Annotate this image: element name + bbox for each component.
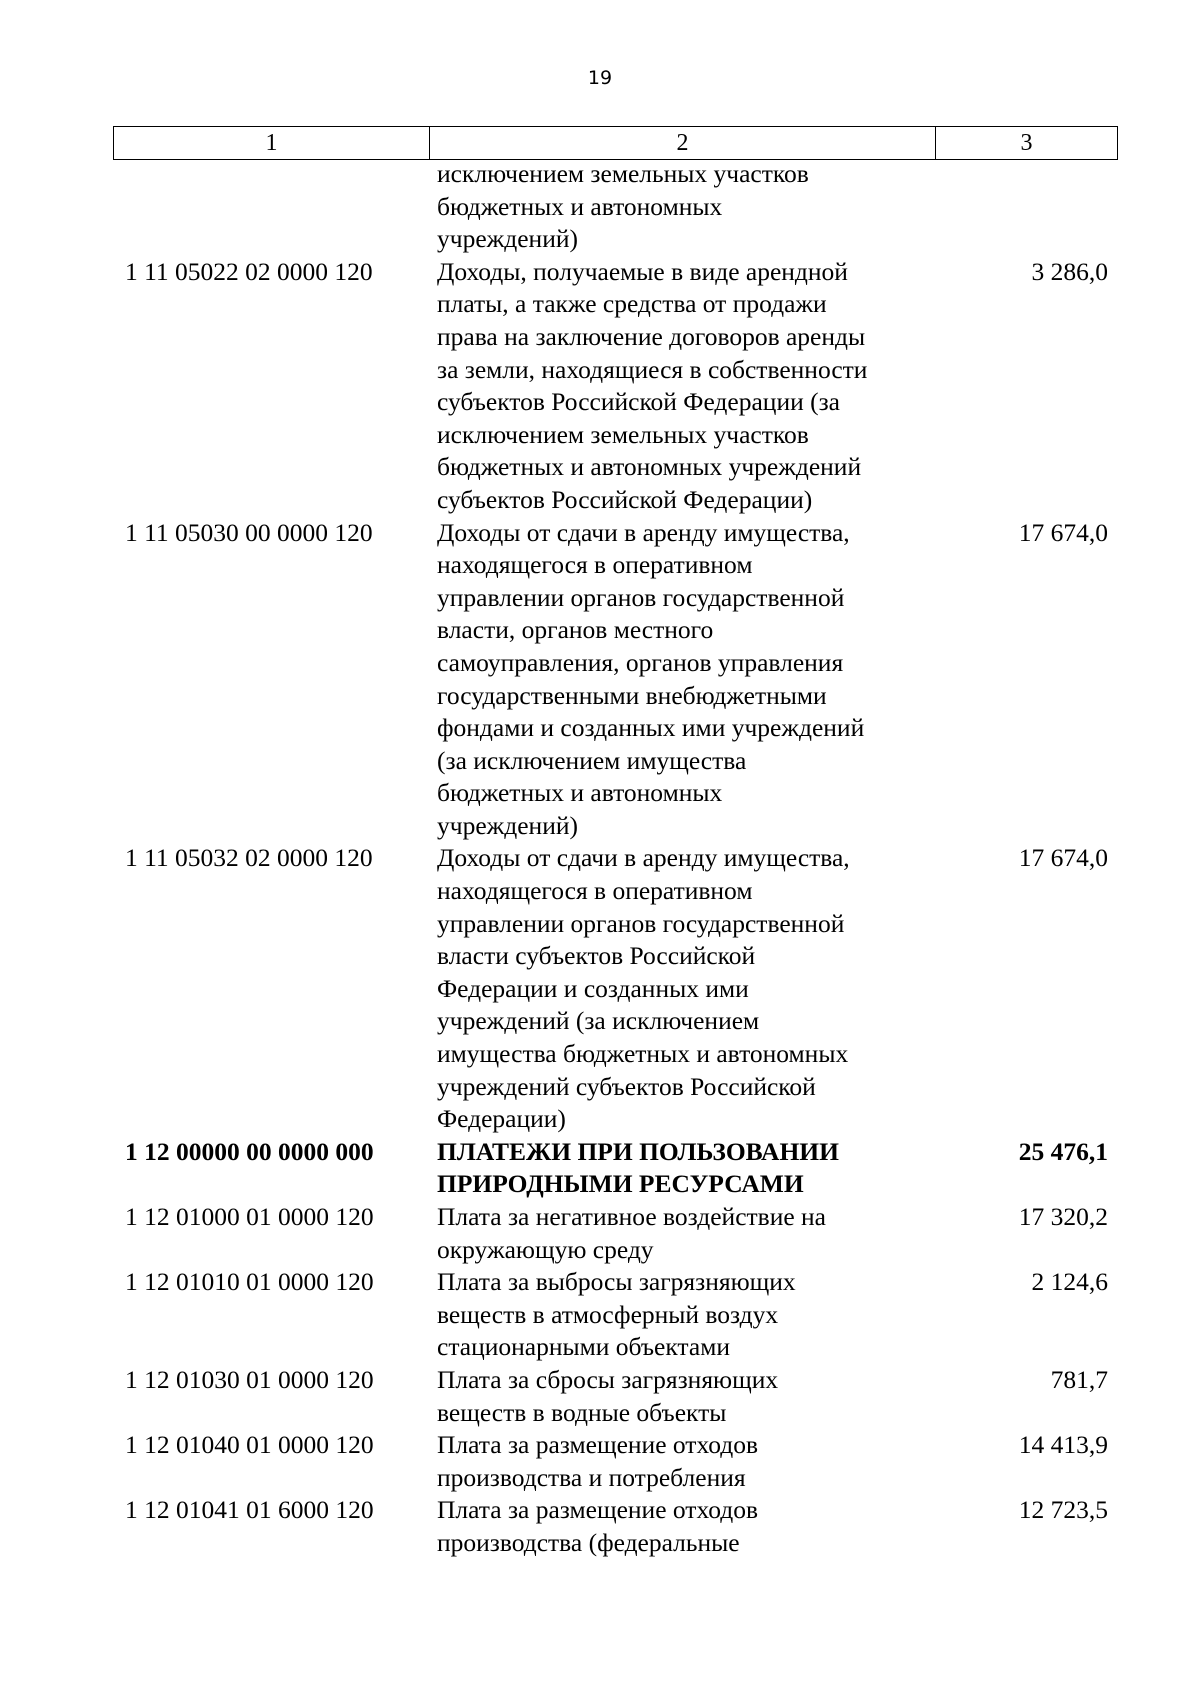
column-header-1: 1 — [114, 127, 430, 159]
budget-code: 1 12 00000 00 0000 000 — [125, 1136, 374, 1166]
income-description: Доходы от сдачи в аренду имущества, находящегося в оперативном управлении органов государственной власти субъектов Российской Федерации и созданных ими учреждений (за исключением имущества бюджетных и автономных учреждений субъектов Российской Федерации) — [437, 843, 850, 1134]
column-header-2: 2 — [430, 127, 936, 159]
page-number: 19 — [587, 67, 613, 89]
budget-code: 1 11 05022 02 0000 120 — [125, 256, 373, 286]
income-description: Плата за размещение отходов производства и потребления — [437, 1430, 759, 1492]
amount: 781,7 — [1050, 1364, 1108, 1394]
budget-code: 1 11 05032 02 0000 120 — [125, 843, 373, 873]
budget-code: 1 11 05030 00 0000 120 — [125, 517, 373, 547]
column-header-3: 3 — [1020, 129, 1033, 156]
amount: 17 320,2 — [1018, 1202, 1108, 1231]
income-description: Плата за выбросы загрязняющих веществ в атмосферный воздух стационарными объектами — [437, 1267, 796, 1362]
table-row — [113, 1494, 1118, 1559]
income-description: Плата за сбросы загрязняющих веществ в водные объекты — [437, 1364, 779, 1427]
table-header — [113, 126, 1118, 160]
table-row — [113, 1429, 1118, 1494]
income-description: Плата за размещение отходов производства (федеральные — [437, 1495, 759, 1557]
income-description: Плата за негативное воздействие на окружающую среду — [437, 1202, 826, 1264]
budget-code: 1 12 01040 01 0000 120 — [125, 1430, 374, 1460]
amount: 3 286,0 — [1031, 256, 1108, 286]
income-description: Доходы, получаемые в виде арендной платы, а также средства от продажи права на заключение договоров аренды за земли, находящиеся в собственности субъектов Российской Федерации (за исключением земельных участков бюджетных и автономных учреждений субъектов Российской Федерации) — [437, 256, 868, 514]
amount: 17 674,0 — [1018, 843, 1108, 873]
amount: 12 723,5 — [1018, 1495, 1108, 1525]
table-body — [113, 158, 1118, 1560]
budget-code: 1 12 01030 01 0000 120 — [125, 1364, 374, 1394]
amount: 17 674,0 — [1018, 517, 1108, 547]
table-row — [113, 1364, 1118, 1429]
budget-code: 1 12 01041 01 6000 120 — [125, 1495, 374, 1525]
table-row — [113, 517, 1118, 843]
income-description: исключением земельных участков бюджетных и автономных учреждений) — [437, 159, 809, 254]
table-row — [113, 256, 1118, 517]
income-description: Доходы от сдачи в аренду имущества, находящегося в оперативном управлении органов государственной власти, органов местного самоуправления, органов управления государственными внебюджетными фондами и созданных ими учреждений (за исключением имущества бюджетных и автономных учреждений) — [437, 517, 865, 840]
budget-code: 1 12 01010 01 0000 120 — [125, 1267, 374, 1297]
amount: 14 413,9 — [1018, 1430, 1108, 1460]
table-row — [113, 158, 1118, 256]
table-row-section-heading — [113, 1136, 1118, 1201]
table-row — [113, 842, 1118, 1135]
table-row — [113, 1266, 1118, 1364]
amount: 2 124,6 — [1031, 1267, 1108, 1297]
table-row — [113, 1201, 1118, 1266]
income-description: ПЛАТЕЖИ ПРИ ПОЛЬЗОВАНИИ ПРИРОДНЫМИ РЕСУРСАМИ — [437, 1136, 839, 1199]
budget-code: 1 12 01000 01 0000 120 — [125, 1202, 374, 1231]
amount: 25 476,1 — [1018, 1136, 1108, 1166]
